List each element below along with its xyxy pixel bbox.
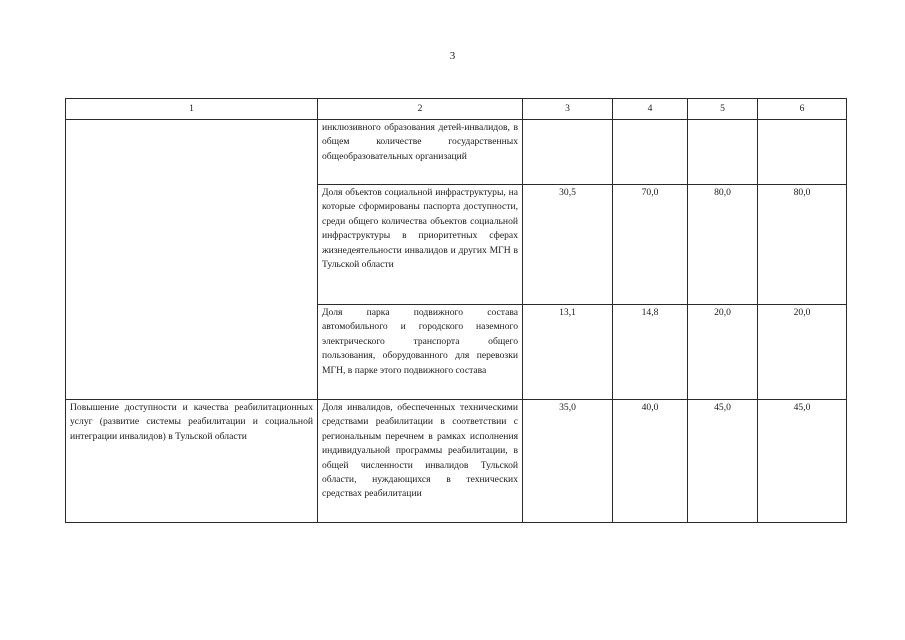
value-cell: 20,0 xyxy=(758,305,847,400)
column-header: 5 xyxy=(688,99,758,120)
value-cell: 80,0 xyxy=(758,185,847,305)
value-cell: 14,8 xyxy=(613,305,688,400)
value-cell: 45,0 xyxy=(688,400,758,523)
table-row xyxy=(66,400,847,523)
value-cell: 13,1 xyxy=(523,305,613,400)
column-header: 4 xyxy=(613,99,688,120)
indicator-cell: Доля инвалидов, обеспеченных техническими средствами реабилитации в соответствии с региональным перечнем в рамках исполнения индивидуальной программы реабилитации, в общей численности инвалидов Тульской области, нуждающихся в технических средствах реабилитации xyxy=(318,400,523,523)
table-row xyxy=(66,120,847,185)
value-cell xyxy=(523,120,613,185)
page-number: 3 xyxy=(449,50,456,62)
value-cell: 35,0 xyxy=(523,400,613,523)
goal-cell xyxy=(66,120,318,400)
column-header: 6 xyxy=(758,99,847,120)
value-cell: 20,0 xyxy=(688,305,758,400)
goal-cell: Повышение доступности и качества реабилитационных услуг (развитие системы реабилитации и социальной интеграции инвалидов) в Тульской области xyxy=(66,400,318,523)
value-cell: 70,0 xyxy=(613,185,688,305)
column-header: 3 xyxy=(523,99,613,120)
value-cell xyxy=(613,120,688,185)
value-cell xyxy=(688,120,758,185)
value-cell: 45,0 xyxy=(758,400,847,523)
value-cell xyxy=(758,120,847,185)
value-cell: 40,0 xyxy=(613,400,688,523)
indicator-cell: Доля объектов социальной инфраструктуры, на которые сформированы паспорта доступности, среди общего количества объектов социальной инфраструктуры в приоритетных сферах жизнедеятельности инвалидов и других МГН в Тульской области xyxy=(318,185,523,305)
value-cell: 80,0 xyxy=(688,185,758,305)
table-header-row xyxy=(66,99,847,120)
value-cell: 30,5 xyxy=(523,185,613,305)
column-header: 2 xyxy=(318,99,523,120)
column-header: 1 xyxy=(66,99,318,120)
indicator-cell: Доля парка подвижного состава автомобильного и городского наземного электрического транспорта общего пользования, оборудованного для перевозки МГН, в парке этого подвижного состава xyxy=(318,305,523,400)
indicator-cell: инклюзивного образования детей-инвалидов, в общем количестве государственных общеобразовательных организаций xyxy=(318,120,523,185)
indicators-table xyxy=(65,98,847,523)
